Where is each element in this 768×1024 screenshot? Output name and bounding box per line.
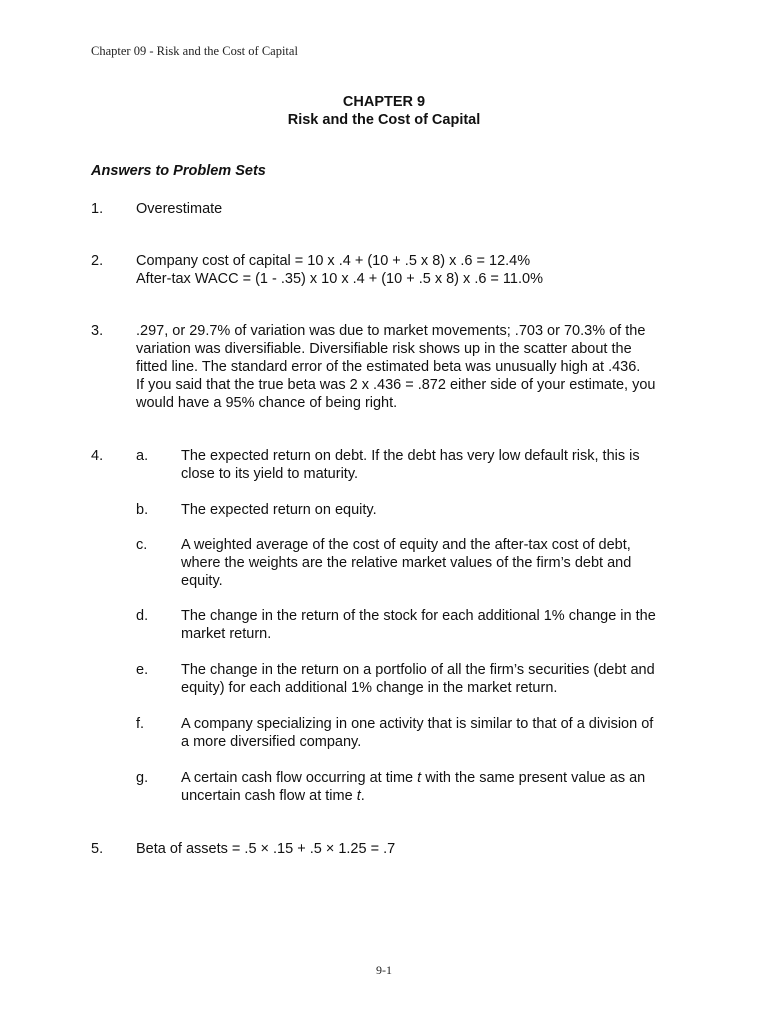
answer-3-line: If you said that the true beta was 2 x .436 = .872 either side of your estimate, you <box>136 377 656 393</box>
title-block <box>0 93 768 129</box>
answer-4-number: 4. <box>91 448 104 464</box>
answer-4g-letter: g. <box>136 770 149 786</box>
answer-3-line: would have a 95% chance of being right. <box>136 395 398 411</box>
answer-4a-line: close to its yield to maturity. <box>181 466 359 482</box>
answer-5-text <box>136 840 676 858</box>
answer-3-line: .297, or 29.7% of variation was due to market movements; .703 or 70.3% of the <box>136 323 646 339</box>
answer-4d-text <box>181 607 681 643</box>
chapter-number: CHAPTER 9 <box>342 94 426 110</box>
answer-4g-line <box>181 769 681 787</box>
page-number: 9-1 <box>376 963 392 977</box>
answer-4g-text-segment: uncertain cash flow at time <box>181 788 357 804</box>
answer-4c-line: A weighted average of the cost of equity and the after-tax cost of debt, <box>181 537 631 553</box>
answer-4e-letter: e. <box>136 662 149 678</box>
answer-4f-line: A company specializing in one activity that is similar to that of a division of <box>181 716 654 732</box>
answer-3-line: variation was diversifiable. Diversifiable risk shows up in the scatter about the <box>136 341 632 357</box>
answer-4g-text-segment: . <box>360 788 365 804</box>
answer-3-line: fitted line. The standard error of the estimated beta was unusually high at .436. <box>136 359 641 375</box>
answer-4c-text <box>181 536 681 590</box>
answer-4c-letter: c. <box>136 537 148 553</box>
answer-4f-letter: f. <box>136 716 145 732</box>
answer-4e-line: The change in the return on a portfolio of all the firm’s securities (debt and <box>181 662 655 678</box>
answer-1-text <box>136 200 676 218</box>
answer-4g-line <box>181 787 681 805</box>
answer-4d-line: The change in the return of the stock for each additional 1% change in the <box>181 608 656 624</box>
answer-4d-letter: d. <box>136 608 149 624</box>
answer-2-number: 2. <box>91 253 104 269</box>
answer-3-text <box>136 322 676 412</box>
answer-4f-text <box>181 715 681 751</box>
answer-4f-line: a more diversified company. <box>181 734 362 750</box>
answer-4g-text <box>181 769 681 805</box>
answer-4e-line: equity) for each additional 1% change in the market return. <box>181 680 558 696</box>
answer-4c-line: equity. <box>181 573 223 589</box>
answer-1-number: 1. <box>91 201 104 217</box>
answer-4b-letter: b. <box>136 502 149 518</box>
section-heading: Answers to Problem Sets <box>91 163 266 179</box>
running-header: Chapter 09 - Risk and the Cost of Capital <box>91 44 298 58</box>
answer-4c-line: where the weights are the relative market values of the firm’s debt and <box>181 555 632 571</box>
answer-4a-text <box>181 447 681 483</box>
answer-4e-text <box>181 661 681 697</box>
answer-3-number: 3. <box>91 323 104 339</box>
answer-4b-text <box>181 501 681 519</box>
answer-1-line: Overestimate <box>136 201 223 217</box>
answer-4a-letter: a. <box>136 448 149 464</box>
answer-4g-text-segment: with the same present value as an <box>421 770 646 786</box>
answer-5-number: 5. <box>91 841 104 857</box>
answer-4b-line: The expected return on equity. <box>181 502 377 518</box>
time-variable: t <box>356 788 361 804</box>
answer-4d-line: market return. <box>181 626 272 642</box>
answer-4g-text-segment: A certain cash flow occurring at time <box>181 770 418 786</box>
answer-4a-line: The expected return on debt. If the debt has very low default risk, this is <box>181 448 640 464</box>
time-variable: t <box>417 770 422 786</box>
chapter-title: Risk and the Cost of Capital <box>287 112 481 128</box>
answer-2-line: After-tax WACC = (1 - .35) x 10 x .4 + (10 + .5 x 8) x .6 = 11.0% <box>136 271 543 287</box>
answer-5-line: Beta of assets = .5 × .15 + .5 × 1.25 = .7 <box>136 841 396 857</box>
answer-2-line: Company cost of capital = 10 x .4 + (10 + .5 x 8) x .6 = 12.4% <box>136 253 531 269</box>
answer-2-text <box>136 252 676 288</box>
